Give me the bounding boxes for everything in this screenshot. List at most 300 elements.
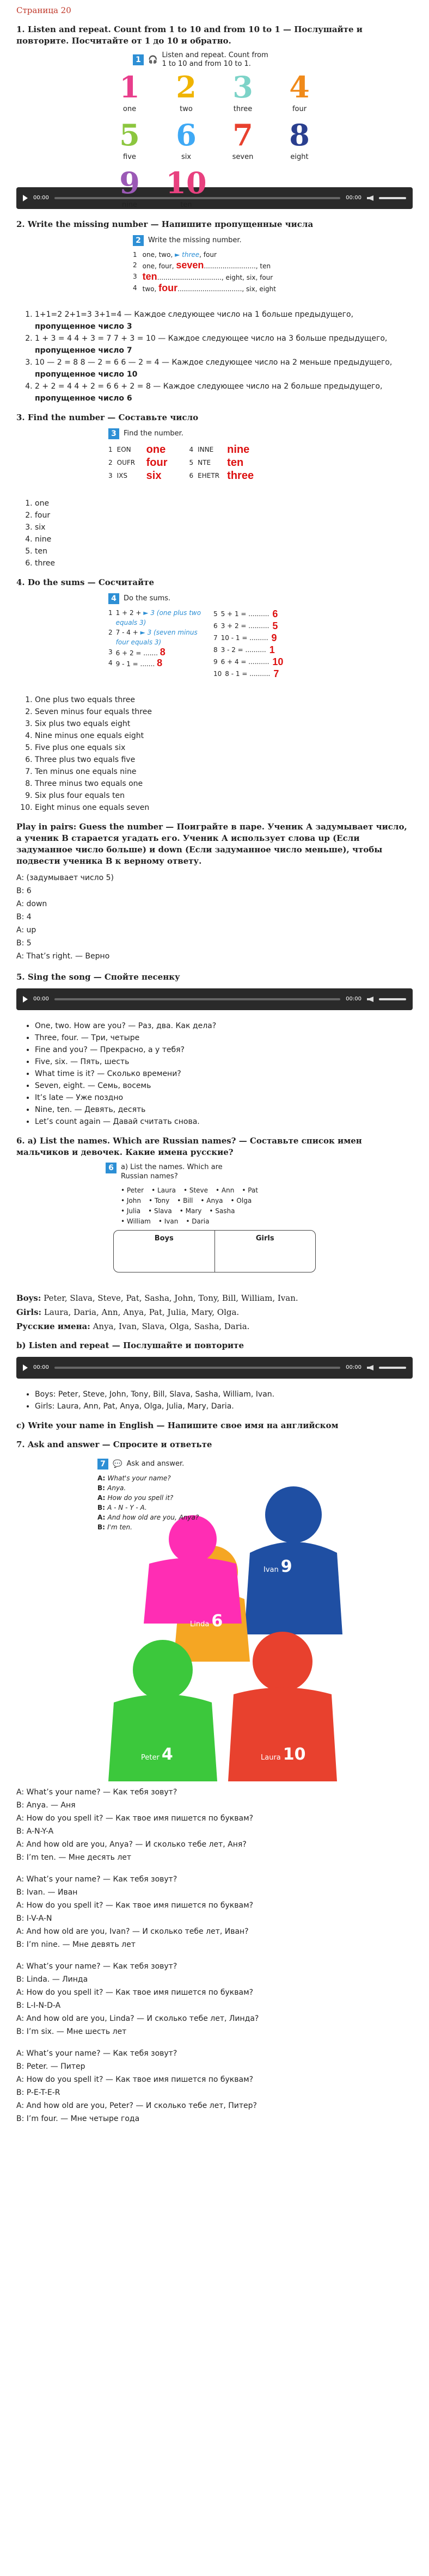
handwritten-answer: nine bbox=[227, 444, 250, 456]
missing-number-row bbox=[133, 283, 296, 294]
sum-row bbox=[108, 608, 204, 628]
answer-item: 1. one bbox=[35, 497, 413, 509]
figure-title: Ask and answer. bbox=[126, 1460, 185, 1468]
exercise-number-badge: 6 bbox=[106, 1163, 117, 1173]
sum-expression bbox=[116, 647, 166, 658]
silhouette-name: Laura bbox=[261, 1754, 281, 1762]
dialog-line: A: up bbox=[16, 926, 36, 935]
section-5-heading: 5. Sing the song — Спойте песенку bbox=[16, 972, 180, 982]
sequence-end: ........................., ten bbox=[204, 262, 271, 270]
sample-text: What's your name? bbox=[107, 1474, 171, 1482]
handwritten-answer: 9 bbox=[271, 632, 277, 643]
exercise-number-badge: 2 bbox=[133, 235, 144, 246]
russian-label: Русские имена: bbox=[16, 1321, 90, 1331]
handwritten-answer: 7 bbox=[273, 668, 279, 679]
names-row bbox=[121, 1196, 323, 1206]
number-digit: 10 bbox=[166, 165, 207, 200]
russian-names: Anya, Ivan, Slava, Olga, Sasha, Daria. bbox=[90, 1321, 250, 1331]
exercise-number-badge: 4 bbox=[108, 593, 119, 604]
sum-expression bbox=[116, 628, 204, 647]
handwritten-answer: 5 bbox=[272, 620, 278, 631]
figure-title: Find the number. bbox=[124, 429, 183, 438]
sum-row bbox=[108, 647, 204, 658]
sum-text: 9 - 1 = ....... bbox=[115, 660, 157, 668]
silhouette-label bbox=[141, 1745, 173, 1764]
boys-column-header: Boys bbox=[114, 1231, 215, 1272]
dialog-line: A: How do you spell it? — Как твое имя пишется по буквам? bbox=[16, 1814, 254, 1823]
section-4-heading: 4. Do the sums — Сосчитайте bbox=[16, 577, 154, 587]
silhouette-age: 4 bbox=[161, 1745, 173, 1764]
dialog-line: B: I’m ten. — Мне десять лет bbox=[16, 1853, 132, 1862]
number-card bbox=[162, 119, 211, 163]
name-item: • Olga bbox=[230, 1197, 252, 1204]
explanation-text: 2 + 2 = 4 4 + 2 = 6 6 + 2 = 8 — Каждое следующее число на 2 больше предыдущего, bbox=[35, 382, 383, 391]
answer-item: 5. ten bbox=[35, 545, 413, 557]
pairs-dialog bbox=[16, 871, 413, 963]
number-digit: 2 bbox=[176, 70, 197, 104]
answer-item: 2. Seven minus four equals three bbox=[35, 706, 413, 718]
row-number: 8 bbox=[213, 646, 218, 654]
sequence-end: ..............................., six, eight bbox=[177, 285, 276, 293]
scrambled-word: INNE bbox=[198, 446, 214, 453]
number-word: one bbox=[122, 105, 137, 113]
sum-row bbox=[108, 628, 204, 647]
number-card bbox=[105, 119, 154, 163]
names-row bbox=[121, 1216, 323, 1227]
explanation-text: 10 — 2 = 8 8 — 2 = 6 6 — 2 = 4 — Каждое следующее число на 2 меньше предыдущего, bbox=[35, 358, 393, 367]
answer-item: 7. Ten minus one equals nine bbox=[35, 766, 413, 778]
figure-title: a) List the names. Which are Russian names? bbox=[121, 1163, 223, 1181]
explanation-answer: пропущенное число 10 bbox=[35, 370, 138, 379]
dialog-line: B: 6 bbox=[16, 887, 32, 895]
explanation-item bbox=[35, 333, 413, 356]
volume-slider[interactable] bbox=[379, 197, 406, 199]
lyric-line: • Seven, eight. — Семь, восемь bbox=[35, 1080, 413, 1092]
figure-title: Listen and repeat. Count from 1 to 10 and from 10 to 1. bbox=[162, 51, 268, 68]
volume-slider[interactable] bbox=[379, 1367, 406, 1369]
sum-text: 3 - 2 = .......... bbox=[220, 646, 266, 654]
ask-answer-figure bbox=[87, 1455, 342, 1781]
sum-row bbox=[213, 668, 283, 680]
find-number-figure bbox=[108, 428, 321, 493]
play-icon[interactable] bbox=[23, 996, 28, 1003]
lyric-line: • Three, four. — Три, четыре bbox=[35, 1032, 413, 1044]
dialog-line: B: P-E-T-E-R bbox=[16, 2088, 60, 2097]
number-word: six bbox=[181, 153, 192, 161]
number-word: seven bbox=[232, 153, 254, 161]
number-card bbox=[218, 119, 267, 163]
figure-title: Do the sums. bbox=[124, 594, 171, 602]
name-item: • John bbox=[121, 1197, 141, 1204]
silhouette-name: Peter bbox=[141, 1754, 160, 1762]
row-number: 9 bbox=[213, 658, 218, 666]
dialog-line: A: And how old are you, Ivan? — И сколько тебе лет, Иван? bbox=[16, 1927, 249, 1936]
sample-dialog-line bbox=[97, 1473, 199, 1483]
scrambled-word: OUFR bbox=[117, 459, 136, 466]
dialog-line: B: I’m nine. — Мне девять лет bbox=[16, 1940, 136, 1949]
silhouette-age: 9 bbox=[280, 1557, 292, 1576]
missing-number-rows bbox=[133, 250, 296, 294]
dialog-line: B: L-I-N-D-A bbox=[16, 2001, 61, 2010]
sum-row bbox=[213, 656, 283, 668]
row-number: 4 bbox=[133, 284, 137, 292]
row-number: 6 bbox=[189, 472, 194, 479]
dialog-line: A: What’s your name? — Как тебя зовут? bbox=[16, 1962, 177, 1971]
section-6c-heading: c) Write your name in English — Напишите свое имя на английском bbox=[16, 1421, 339, 1430]
name-item: • Mary bbox=[179, 1207, 202, 1215]
sums-answers bbox=[16, 694, 413, 814]
explanation-answer: пропущенное число 6 bbox=[35, 394, 132, 403]
sample-text: And how old are you, Anya? bbox=[107, 1514, 199, 1521]
names-line: • Boys: Peter, Steve, John, Tony, Bill, Slava, Sasha, William, Ivan. bbox=[35, 1388, 413, 1400]
lyric-line: • Let’s count again — Давай считать снова. bbox=[35, 1116, 413, 1128]
handwritten-answer: four bbox=[158, 282, 178, 293]
row-sequence bbox=[143, 260, 271, 272]
dialog-line: A: What’s your name? — Как тебя зовут? bbox=[16, 2049, 177, 2058]
volume-icon[interactable] bbox=[367, 997, 373, 1002]
missing-number-figure bbox=[133, 235, 296, 304]
find-number-right-column bbox=[189, 443, 254, 482]
answer-item: 3. six bbox=[35, 521, 413, 533]
find-number-row bbox=[108, 469, 168, 482]
sequence-start: one, two, bbox=[142, 251, 175, 259]
explanation-answer: пропущенное число 3 bbox=[35, 322, 132, 331]
row-sequence bbox=[143, 250, 217, 260]
sums-figure bbox=[108, 593, 321, 690]
number-card bbox=[105, 167, 154, 211]
lyric-line: • One, two. How are you? — Раз, два. Как дела? bbox=[35, 1020, 413, 1032]
answer-item: 4. nine bbox=[35, 533, 413, 545]
name-item: • William bbox=[121, 1218, 151, 1225]
audio-progress-bar[interactable] bbox=[54, 998, 340, 1000]
exercise-number-badge: 3 bbox=[108, 428, 119, 439]
row-number: 5 bbox=[189, 459, 194, 466]
sum-text: 1 + 2 + bbox=[115, 609, 144, 617]
scrambled-word: EON bbox=[117, 446, 131, 453]
dialog-line: A: How do you spell it? — Как твое имя пишется по буквам? bbox=[16, 1988, 254, 1997]
number-digit: 8 bbox=[289, 118, 310, 152]
handwritten-answer: one bbox=[146, 444, 166, 456]
names-row bbox=[121, 1206, 323, 1216]
sequence-example: ► three bbox=[175, 251, 200, 259]
names-listen-list bbox=[16, 1388, 413, 1412]
name-item: • Julia bbox=[121, 1207, 141, 1215]
find-number-answers bbox=[16, 497, 413, 569]
row-number: 2 bbox=[108, 629, 113, 636]
name-item: • Laura bbox=[151, 1186, 176, 1194]
handwritten-answer: six bbox=[146, 470, 162, 482]
pairs-heading: Play in pairs: Guess the number — Поиграйте в паре. Ученик А задумывает число, а ученик В старается угадать его. Ученик А использует слова up (Если задуманное число больше) и down (Если задуманное число меньше), чтобы подвести ученика В к верному ответу. bbox=[16, 822, 407, 866]
sums-right-column bbox=[213, 608, 283, 680]
dialog-line: A: down bbox=[16, 900, 47, 908]
sequence-end: ..............................., eight, six, four bbox=[157, 274, 273, 281]
audio-time-end: 00:00 bbox=[346, 996, 361, 1002]
section-7-heading: 7. Ask and answer — Спросите и ответьте bbox=[16, 1440, 212, 1449]
sample-dialog-line bbox=[97, 1483, 199, 1493]
number-card bbox=[275, 71, 324, 115]
sum-row bbox=[108, 658, 204, 669]
row-number: 1 bbox=[108, 609, 113, 617]
name-item: • Ivan bbox=[158, 1218, 179, 1225]
speaker: A: bbox=[97, 1514, 108, 1521]
dialog-line: B: Peter. — Питер bbox=[16, 2062, 85, 2071]
row-number: 1 bbox=[108, 446, 113, 453]
explanation-text: 1+1=2 2+1=3 3+1=4 — Каждое следующее число на 1 больше предыдущего, bbox=[35, 310, 354, 319]
number-word: three bbox=[233, 105, 253, 113]
explanation-text: 1 + 3 = 4 4 + 3 = 7 7 + 3 = 10 — Каждое следующее число на 3 больше предыдущего, bbox=[35, 334, 388, 343]
boys-label: Boys: bbox=[16, 1293, 41, 1303]
sum-row bbox=[213, 620, 283, 632]
name-item: • Slava bbox=[148, 1207, 172, 1215]
silhouette-name: Linda bbox=[190, 1620, 210, 1628]
explanation-item bbox=[35, 356, 413, 380]
dialog-line: A: What’s your name? — Как тебя зовут? bbox=[16, 1875, 177, 1884]
dialog-line: B: 4 bbox=[16, 913, 32, 921]
row-number: 1 bbox=[133, 251, 137, 259]
volume-icon[interactable] bbox=[367, 1365, 373, 1370]
silhouette-age: 6 bbox=[211, 1612, 223, 1631]
explanation-answer: пропущенное число 7 bbox=[35, 346, 132, 355]
handwritten-answer: ten bbox=[227, 457, 244, 469]
ask-answer-sample-dialog bbox=[97, 1473, 199, 1532]
speaker: B: bbox=[97, 1523, 108, 1531]
row-number: 3 bbox=[108, 648, 113, 656]
row-number: 4 bbox=[189, 446, 194, 453]
number-card bbox=[105, 71, 154, 115]
name-item: • Anya bbox=[200, 1197, 223, 1204]
section-6b-heading: b) Listen and repeat — Послушайте и повторите bbox=[16, 1341, 244, 1350]
audio-progress-bar[interactable] bbox=[54, 1367, 340, 1369]
dialog-line: B: A-N-Y-A bbox=[16, 1827, 54, 1836]
dialog-line: B: Anya. — Аня bbox=[16, 1801, 76, 1810]
name-item: • Steve bbox=[183, 1186, 209, 1194]
name-item: • Peter bbox=[121, 1186, 144, 1194]
explanation-item bbox=[35, 309, 413, 333]
lyric-line: • Five, six. — Пять, шесть bbox=[35, 1056, 413, 1068]
dialog-line: B: Ivan. — Иван bbox=[16, 1888, 78, 1897]
number-card bbox=[162, 167, 211, 211]
number-card bbox=[275, 119, 324, 163]
sum-text: 8 - 1 = .......... bbox=[225, 670, 271, 678]
find-number-row bbox=[189, 456, 254, 469]
silhouette-name: Ivan bbox=[263, 1566, 279, 1574]
number-digit: 3 bbox=[232, 70, 253, 104]
sum-example: ► 3 (one plus two equals 3) bbox=[115, 609, 201, 626]
audio-player[interactable] bbox=[16, 1357, 413, 1379]
missing-number-row bbox=[133, 250, 296, 260]
handwritten-answer: 8 bbox=[157, 657, 163, 668]
figure-title: Write the missing number. bbox=[148, 236, 242, 244]
dialog-line: A: And how old are you, Linda? — И сколько тебе лет, Линда? bbox=[16, 2014, 259, 2023]
find-number-row bbox=[108, 443, 168, 456]
number-card bbox=[218, 71, 267, 115]
missing-number-row bbox=[133, 260, 296, 272]
speaker: A: bbox=[97, 1474, 108, 1482]
sum-example: ► 3 (seven minus four equals 3) bbox=[115, 629, 198, 646]
ask-answer-dialogs bbox=[16, 1786, 413, 2125]
number-word: ten bbox=[180, 201, 192, 209]
speaker: A: bbox=[97, 1494, 108, 1502]
sum-text: 6 + 4 = .......... bbox=[220, 658, 269, 666]
handwritten-answer: 8 bbox=[160, 647, 166, 657]
row-number: 10 bbox=[213, 670, 222, 678]
audio-time-start: 00:00 bbox=[33, 996, 49, 1002]
dialog-line: A: How do you spell it? — Как твое имя пишется по буквам? bbox=[16, 2075, 254, 2084]
dialog-line: A: And how old are you, Peter? — И сколько тебе лет, Питер? bbox=[16, 2101, 257, 2110]
answer-item: 8. Three minus two equals one bbox=[35, 778, 413, 790]
dialog-line: A: And how old are you, Anya? — И сколько тебе лет, Аня? bbox=[16, 1840, 247, 1849]
silhouette-label bbox=[261, 1745, 306, 1764]
number-digit: 9 bbox=[119, 165, 140, 200]
sample-text: A - N - Y - A. bbox=[107, 1504, 147, 1511]
row-number: 3 bbox=[133, 273, 137, 280]
exercise-number-badge: 1 bbox=[133, 54, 144, 65]
explanation-item bbox=[35, 380, 413, 404]
sum-row bbox=[213, 644, 283, 656]
row-number: 7 bbox=[213, 634, 218, 642]
boys-names: Peter, Slava, Steve, Pat, Sasha, John, Tony, Bill, William, Ivan. bbox=[41, 1293, 298, 1303]
answer-item: 2. four bbox=[35, 509, 413, 521]
sum-text: 5 + 1 = .......... bbox=[220, 610, 269, 618]
row-number: 3 bbox=[108, 472, 113, 479]
answer-item: 6. three bbox=[35, 557, 413, 569]
row-number: 2 bbox=[108, 459, 113, 466]
missing-number-explanations bbox=[16, 309, 413, 404]
answer-item: 9. Six plus four equals ten bbox=[35, 790, 413, 802]
dialog-line: B: 5 bbox=[16, 939, 32, 948]
dialog-block bbox=[16, 2047, 413, 2125]
scrambled-word: IXS bbox=[117, 472, 128, 479]
row-sequence bbox=[143, 283, 276, 294]
row-number: 5 bbox=[213, 610, 218, 618]
scrambled-word: NTE bbox=[198, 459, 211, 466]
number-digit: 5 bbox=[119, 118, 140, 152]
handwritten-answer: 6 bbox=[272, 608, 278, 619]
name-item: • Bill bbox=[177, 1197, 193, 1204]
names-row bbox=[121, 1185, 323, 1196]
section-6a-heading: 6. a) List the names. Which are Russian names? — Составьте список имен мальчиков и девочек. Какие имена русские? bbox=[16, 1136, 362, 1157]
sum-row bbox=[213, 632, 283, 644]
sequence-start: two, bbox=[142, 285, 159, 293]
find-number-row bbox=[108, 456, 168, 469]
name-item: • Daria bbox=[186, 1218, 210, 1225]
name-item: • Tony bbox=[148, 1197, 170, 1204]
dialog-line: B: Linda. — Линда bbox=[16, 1975, 88, 1984]
name-item: • Ann bbox=[216, 1186, 235, 1194]
name-item: • Pat bbox=[242, 1186, 258, 1194]
number-word: four bbox=[292, 105, 307, 113]
number-digit: 1 bbox=[119, 70, 140, 104]
silhouette-label bbox=[263, 1557, 292, 1576]
answer-item: 5. Five plus one equals six bbox=[35, 742, 413, 754]
sum-expression bbox=[116, 608, 204, 628]
dialog-block bbox=[16, 1873, 413, 1951]
sample-dialog-line bbox=[97, 1522, 199, 1532]
audio-time-end: 00:00 bbox=[346, 195, 361, 201]
handwritten-answer: 10 bbox=[272, 656, 284, 667]
sum-expression bbox=[116, 658, 162, 669]
find-number-left-column bbox=[108, 443, 168, 482]
dialog-line: B: I-V-A-N bbox=[16, 1914, 52, 1923]
lyric-line: • What time is it? — Сколько времени? bbox=[35, 1068, 413, 1080]
page-link[interactable]: Страница 20 bbox=[16, 5, 71, 15]
names-table bbox=[113, 1230, 316, 1272]
numbers-figure bbox=[117, 51, 312, 209]
answer-item: 10. Eight minus one equals seven bbox=[35, 802, 413, 814]
section-3-heading: 3. Find the number — Составьте число bbox=[16, 413, 199, 422]
handwritten-answer: three bbox=[227, 470, 254, 482]
audio-time-start: 00:00 bbox=[33, 1364, 49, 1370]
number-card bbox=[162, 71, 211, 115]
dialog-line: A: That’s right. — Верно bbox=[16, 952, 110, 961]
row-number: 4 bbox=[108, 659, 113, 667]
find-number-row bbox=[189, 443, 254, 456]
number-word: nine bbox=[121, 201, 138, 209]
number-word: five bbox=[123, 153, 136, 161]
names-figure bbox=[106, 1163, 323, 1288]
audio-player[interactable] bbox=[16, 988, 413, 1010]
lyric-line: • Nine, ten. — Девять, десять bbox=[35, 1104, 413, 1116]
handwritten-answer: four bbox=[146, 457, 168, 469]
song-lyrics bbox=[16, 1020, 413, 1128]
speech-icon: 💬 bbox=[113, 1460, 122, 1468]
audio-time-end: 00:00 bbox=[346, 1364, 361, 1370]
sample-text: How do you spell it? bbox=[107, 1494, 174, 1502]
speaker: B: bbox=[97, 1484, 108, 1492]
number-digit: 6 bbox=[176, 118, 197, 152]
missing-number-row bbox=[133, 272, 296, 283]
play-icon[interactable] bbox=[23, 1364, 28, 1371]
handwritten-answer: 1 bbox=[269, 644, 275, 655]
dialog-line: B: I’m six. — Мне шесть лет bbox=[16, 2027, 127, 2036]
volume-icon[interactable] bbox=[367, 195, 373, 201]
dialog-line: B: I’m four. — Мне четыре года bbox=[16, 2114, 140, 2123]
dialog-block bbox=[16, 1786, 413, 1864]
names-line: • Girls: Laura, Ann, Pat, Anya, Olga, Julia, Mary, Daria. bbox=[35, 1400, 413, 1412]
headphones-icon: 🎧 bbox=[148, 56, 158, 64]
sum-row bbox=[213, 608, 283, 620]
answer-item: 3. Six plus two equals eight bbox=[35, 718, 413, 730]
sample-text: Anya. bbox=[107, 1484, 126, 1492]
dialog-line: A: (задумывает число 5) bbox=[16, 874, 114, 882]
scrambled-word: EHETR bbox=[198, 472, 220, 479]
exercise-number-badge: 7 bbox=[97, 1459, 108, 1470]
sum-text: 10 - 1 = ......... bbox=[220, 634, 268, 642]
ivan-silhouette bbox=[244, 1486, 342, 1634]
sample-dialog-line bbox=[97, 1493, 199, 1503]
names-list bbox=[121, 1185, 323, 1227]
answer-item: 4. Nine minus one equals eight bbox=[35, 730, 413, 742]
row-number: 2 bbox=[133, 261, 137, 269]
play-icon[interactable] bbox=[23, 195, 28, 201]
lyric-line: • It’s late — Уже поздно bbox=[35, 1092, 413, 1104]
sum-text: 7 - 4 + bbox=[115, 629, 140, 636]
row-number: 6 bbox=[213, 622, 218, 630]
find-number-row bbox=[189, 469, 254, 482]
girls-label: Girls: bbox=[16, 1307, 42, 1317]
number-digit: 4 bbox=[289, 70, 310, 104]
numbers-grid bbox=[117, 71, 312, 211]
sample-dialog-line bbox=[97, 1503, 199, 1513]
audio-time-start: 00:00 bbox=[33, 195, 49, 201]
row-sequence bbox=[143, 272, 273, 283]
speaker: B: bbox=[97, 1504, 108, 1511]
volume-slider[interactable] bbox=[379, 998, 406, 1000]
sum-text: 6 + 2 = ....... bbox=[115, 649, 160, 657]
name-item: • Sasha bbox=[209, 1207, 235, 1215]
sum-text: 3 + 2 = .......... bbox=[220, 622, 269, 630]
sample-dialog-line bbox=[97, 1513, 199, 1522]
